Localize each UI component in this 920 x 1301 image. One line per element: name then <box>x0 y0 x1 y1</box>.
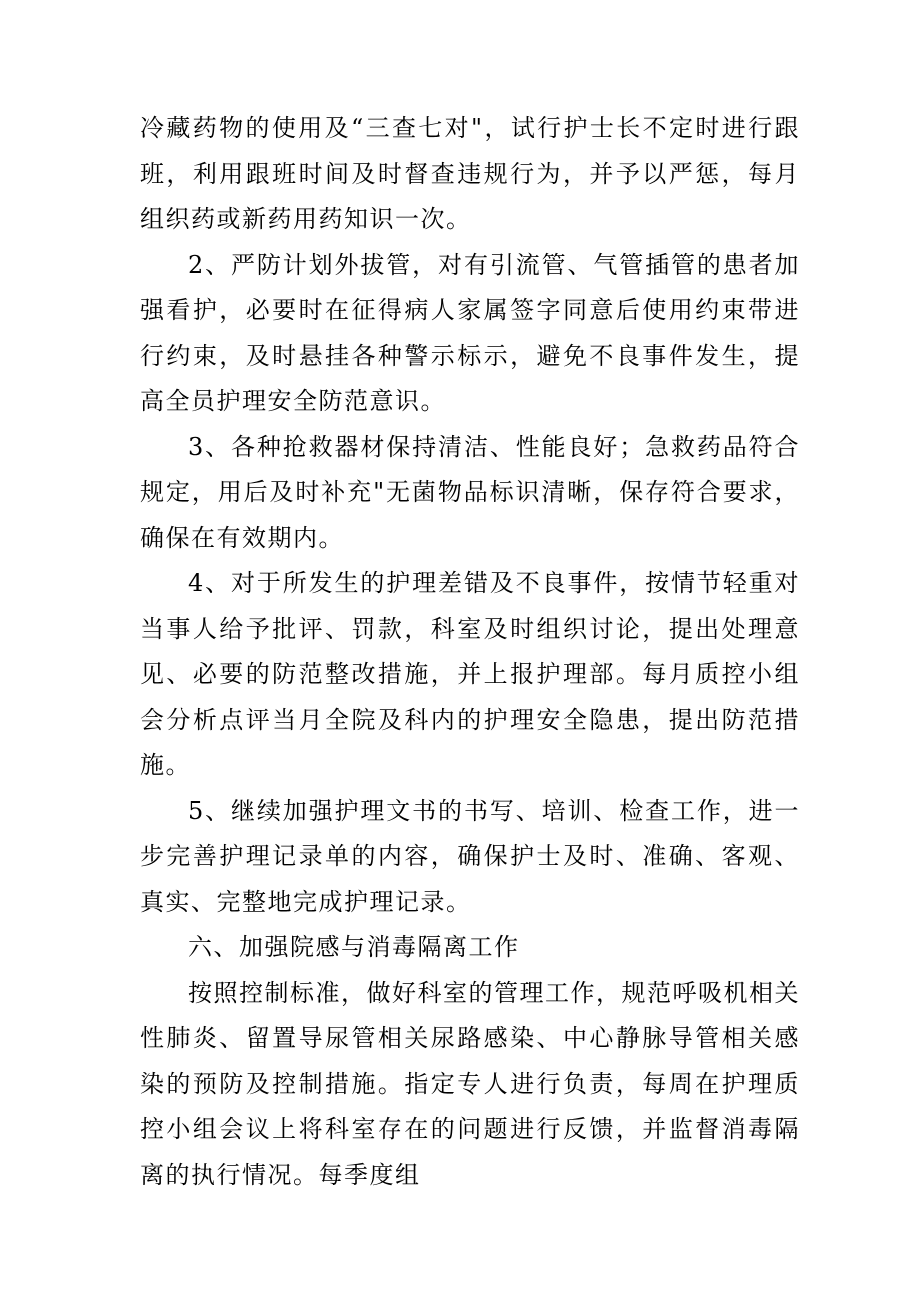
paragraph-item-3: 3、各种抢救器材保持清洁、性能良好；急救药品符合规定，用后及时补充"无菌物品标识清晰，保存符合要求，确保在有效期内。 <box>140 432 800 552</box>
paragraph-continuation: 冷藏药物的使用及“三查七对"，试行护士长不定时进行跟班，利用跟班时间及时督查违规行为，并予以严惩，每月组织药或新药用药知识一次。 <box>140 114 800 233</box>
paragraph-infection-control: 按照控制标准，做好科室的管理工作，规范呼吸机相关性肺炎、留置导尿管相关尿路感染、中心静脉导管相关感染的预防及控制措施。指定专人进行负责，每周在护理质控小组会议上将科室存在的问题进行反馈，并监督消毒隔离的执行情况。每季度组 <box>140 978 800 1189</box>
section-heading-6: 六、加强院感与消毒隔离工作 <box>188 933 520 961</box>
paragraph-item-5: 5、继续加强护理文书的书写、培训、检查工作，进一步完善护理记录单的内容，确保护士及时、准确、客观、真实、完整地完成护理记录。 <box>140 796 800 916</box>
document-body <box>140 106 800 1198</box>
paragraph-item-4: 4、对于所发生的护理差错及不良事件，按情节轻重对当事人给予批评、罚款，科室及时组织讨论，提出处理意见、必要的防范整改措施，并上报护理部。每月质控小组会分析点评当月全院及科内的护理安全隐患，提出防范措施。 <box>140 569 800 779</box>
paragraph-item-2: 2、严防计划外拔管，对有引流管、气管插管的患者加强看护，必要时在征得病人家属签字同意后使用约束带进行约束，及时悬挂各种警示标示，避免不良事件发生，提高全员护理安全防范意识。 <box>140 250 800 415</box>
